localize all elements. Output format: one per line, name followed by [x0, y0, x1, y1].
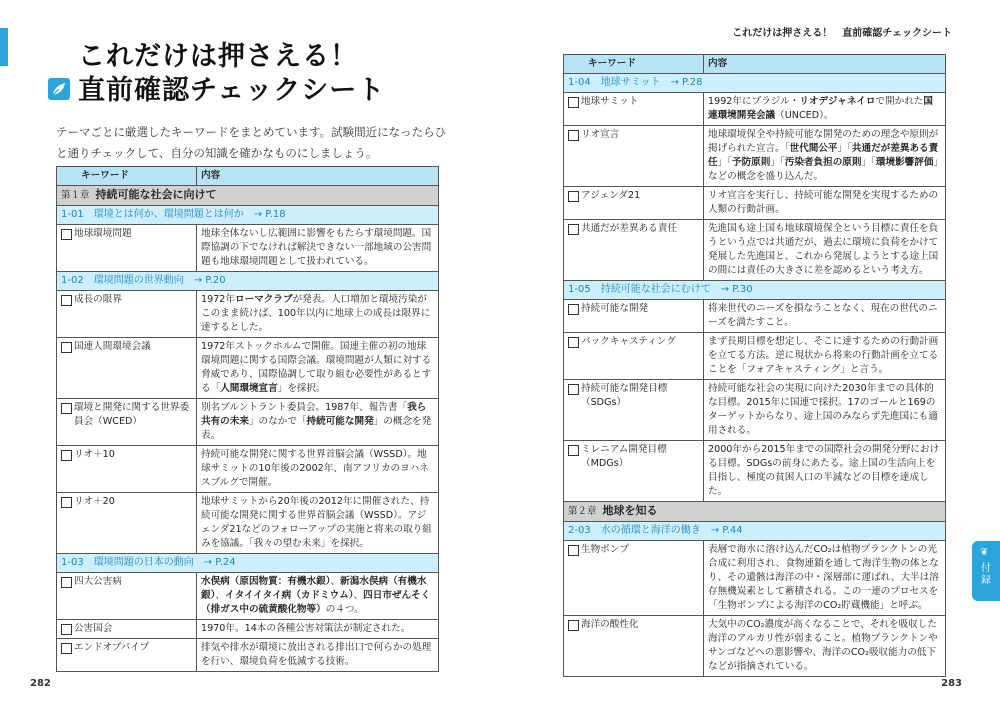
checkbox[interactable]: [568, 337, 579, 348]
title-accent-bar: [0, 28, 8, 66]
chapter-row: 第２章 地球を知る: [564, 502, 946, 522]
table-row: リオ宣言 地球環境保全や持続可能な開発のための理念や原則が掲げられた宣言。「世代間公平」「共通だが差異ある責任」「予防原則」「汚染者負担の原則」「環境影響評価」などの概念を盛り込んだ。: [564, 126, 946, 187]
checkbox[interactable]: [568, 304, 579, 315]
section-row: 1-03 環境問題の日本の動向 → P.24: [57, 554, 439, 573]
page-number: 283: [941, 678, 962, 689]
checklist-table-left: [56, 166, 439, 672]
checkbox[interactable]: [61, 643, 72, 654]
page-title: これだけは押さえる！ 直前確認チェックシート: [78, 41, 386, 106]
appendix-side-tab[interactable]: ❦ 付録: [972, 541, 1000, 601]
table-row: バックキャスティング まず長期目標を想定し、そこに達するための行動計画を立てる方法。逆に現状から将来の行動計画を立てることを「フォアキャスティング」と言う。: [564, 333, 946, 380]
right-page: [500, 0, 1000, 709]
table-row: 地球サミット 1992年にブラジル・リオデジャネイロで開かれた国連環境開発会議（UNCED）。: [564, 93, 946, 126]
checkbox[interactable]: [61, 295, 72, 306]
checkbox[interactable]: [568, 384, 579, 395]
checkbox[interactable]: [61, 229, 72, 240]
table-row: 共通だが差異ある責任 先進国も途上国も地球環境保全という目標に責任を負うという点では共通だが、過去に環境に負荷をかけて発展した先進国と、これから発展しようとする途上国の間には責任の大きさに差を認めるという考え方。: [564, 220, 946, 281]
leaf-icon: [48, 78, 70, 100]
table-row: 公害国会 1970年。14本の各種公害対策法が制定された。: [57, 620, 439, 639]
checklist-table-right: [563, 54, 946, 677]
page-number: 282: [30, 678, 51, 689]
checkbox[interactable]: [568, 224, 579, 235]
checkbox[interactable]: [568, 191, 579, 202]
section-row: 2-03 水の循環と海洋の働き → P.44: [564, 522, 946, 541]
checkbox[interactable]: [61, 342, 72, 353]
checkbox[interactable]: [568, 545, 579, 556]
table-row: 海洋の酸性化 大気中のCO₂濃度が高くなることで、それを吸収した海洋のアルカリ性が弱まること。植物プランクトンやサンゴなどへの悪影響や、海洋のCO₂吸収能力の低下などが指摘されている。: [564, 616, 946, 677]
checkbox[interactable]: [61, 497, 72, 508]
section-row: 1-01 環境とは何か、環境問題とは何か → P.18: [57, 206, 439, 225]
leaf-icon: ❦: [980, 547, 989, 558]
section-row: 1-04 地球サミット → P.28: [564, 74, 946, 93]
table-header: キーワード 内容: [57, 167, 439, 186]
table-row: 環境と開発に関する世界委員会（WCED） 別名ブルントラント委員会。1987年、報告書「我ら共有の未来」のなかで「持続可能な開発」の概念を発表。: [57, 399, 439, 446]
table-row: 持続可能な開発目標（SDGs） 持続可能な社会の実現に向けた2030年までの具体的な目標。2015年に国連で採択。17のゴールと169のターゲットからなり、途上国のみならず先進国にも適用される。: [564, 380, 946, 441]
table-row: 四大公害病 水俣病（原因物質：有機水銀）、新潟水俣病（有機水銀）、イタイイタイ病（カドミウム）、四日市ぜんそく（排ガス中の硫黄酸化物等）の４つ。: [57, 573, 439, 620]
table-row: 生物ポンプ 表層で海水に溶け込んだCO₂は植物プランクトンの光合成に利用され、食物連鎖を通して海洋生物の体となり、その遺骸は海洋の中・深層部に運ばれ、大半は溶存無機炭素として蓄積される。この一連のプロセスを「生物ポンプによる海洋のCO₂貯蔵機能」と呼ぶ。: [564, 541, 946, 616]
checkbox[interactable]: [61, 577, 72, 588]
intro-text: テーマごとに厳選したキーワードをまとめています。試験間近になったらひと通りチェックして、自分の知識を確かなものにしましょう。: [56, 125, 447, 160]
table-row: 国連人間環境会議 1972年ストックホルムで開催。国連主催の初の地球環境問題に関する国際会議。環境問題が人類に対する脅威であり、国際協調して取り組む必要性があるとする「人間環境宣言」を採択。: [57, 338, 439, 399]
table-row: リオ＋10 持続可能な開発に関する世界首脳会議（WSSD）。地球サミットの10年後の2002年、南アフリカのヨハネスブルグで開催。: [57, 446, 439, 493]
table-row: ミレニアム開発目標（MDGs） 2000年から2015年までの国際社会の開発分野における目標。SDGsの前身にあたる。途上国の生活向上を目指し、極度の貧困人口の半減などの目標を達成した。: [564, 441, 946, 502]
checkbox[interactable]: [568, 130, 579, 141]
section-row: 1-05 持続可能な社会にむけて → P.30: [564, 281, 946, 300]
checkbox[interactable]: [568, 620, 579, 631]
table-header: キーワード 内容: [564, 55, 946, 74]
running-head: これだけは押さえる！ 直前確認チェックシート: [732, 28, 952, 39]
section-row: 1-02 環境問題の世界動向 → P.20: [57, 272, 439, 291]
table-row: アジェンダ21 リオ宣言を実行し、持続可能な開発を実現するための人類の行動計画。: [564, 187, 946, 220]
checkbox[interactable]: [568, 445, 579, 456]
checkbox[interactable]: [61, 403, 72, 414]
table-row: リオ＋20 地球サミットから20年後の2012年に開催された、持続可能な開発に関する世界首脳会議（WSSD）。アジェンダ21などのフォローアップの実施と将来の取り組みを協議。「我々の望む未来」を採択。: [57, 493, 439, 554]
checkbox[interactable]: [61, 450, 72, 461]
table-row: 持続可能な開発 将来世代のニーズを損なうことなく、現在の世代のニーズを満たすこと。: [564, 300, 946, 333]
checkbox[interactable]: [568, 97, 579, 108]
table-row: 成長の限界 1972年ローマクラブが発表。人口増加と環境汚染がこのまま続けば、100年以内に地球上の成長は限界に達するとした。: [57, 291, 439, 338]
table-row: エンドオブパイプ 排気や排水が環境に放出される排出口で何らかの処理を行い、環境負荷を低減する技術。: [57, 639, 439, 672]
chapter-row: 第１章 持続可能な社会に向けて: [57, 186, 439, 206]
checkbox[interactable]: [61, 624, 72, 635]
table-row: 地球環境問題 地球全体ないし広範囲に影響をもたらす環境問題。国際協調の下でなければ解決できない一部地域の公害問題も地球環境問題として扱われている。: [57, 225, 439, 272]
